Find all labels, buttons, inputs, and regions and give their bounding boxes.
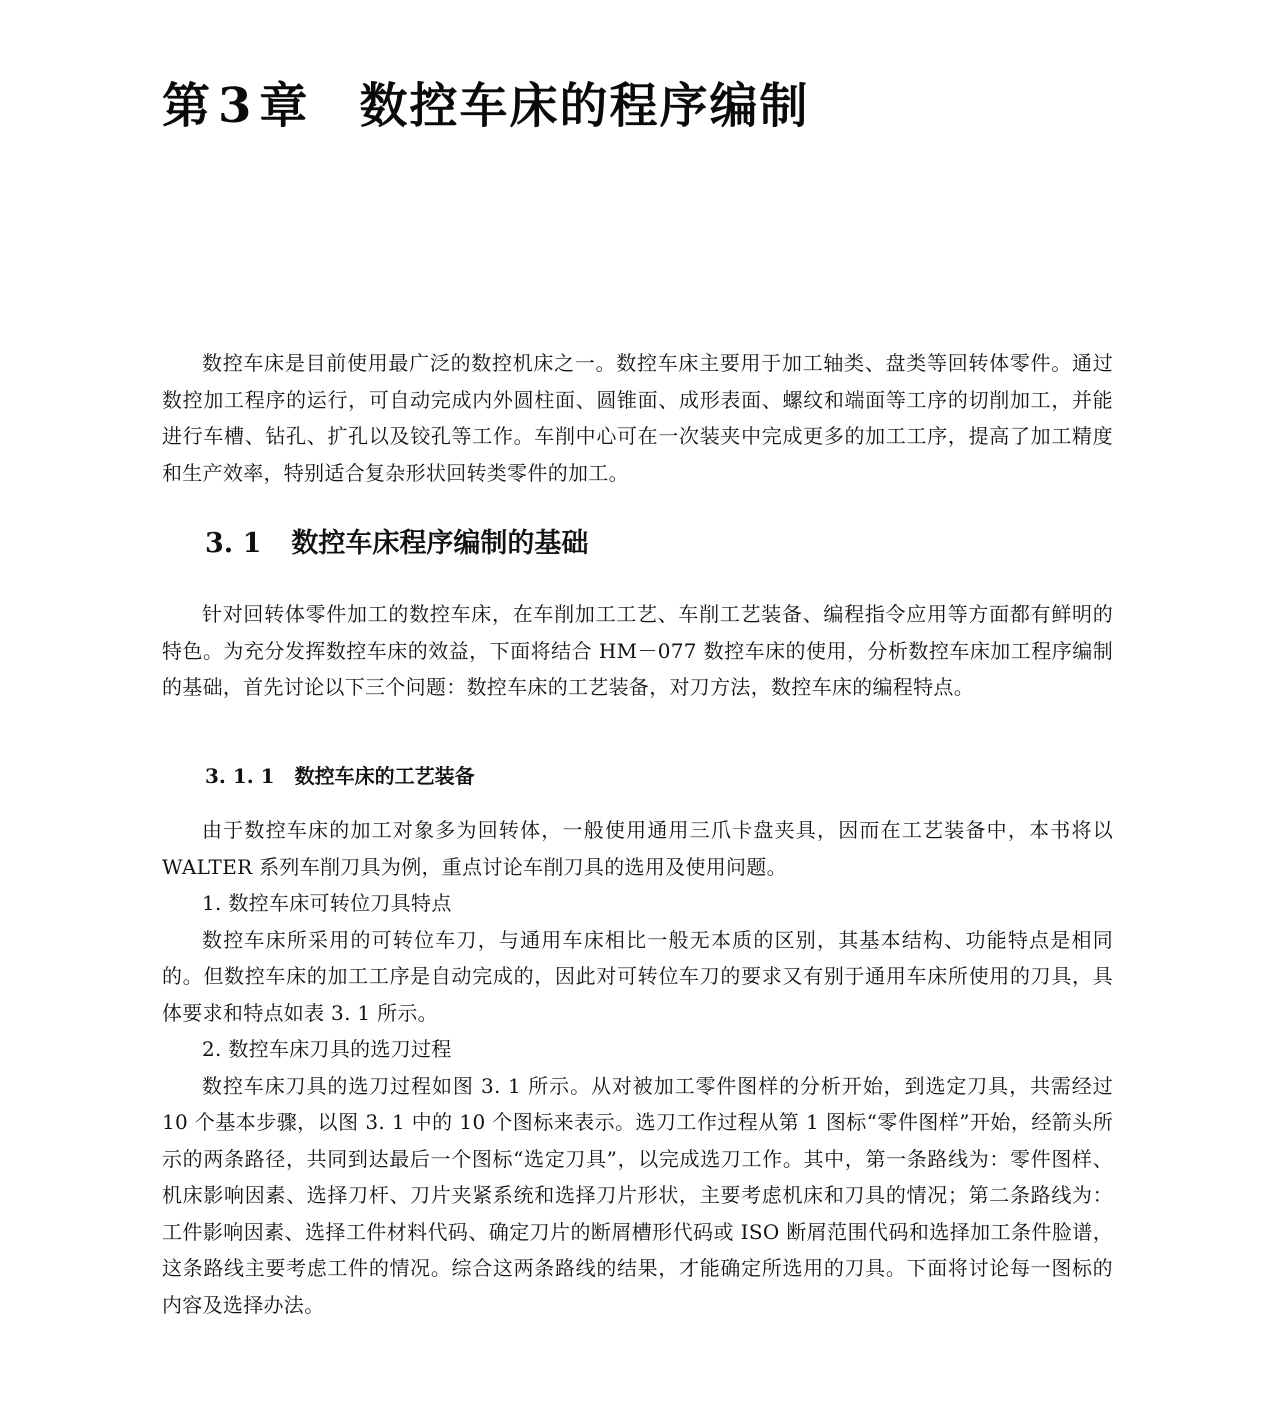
item1-heading: 1. 数控车床可转位刀具特点 bbox=[202, 891, 452, 915]
chapter-number: 3 bbox=[218, 78, 254, 134]
section-paragraph: 针对回转体零件加工的数控车床，在车削加工工艺、车削工艺装备、编程指令应用等方面都有鲜明的特色。为充分发挥数控车床的效益，下面将结合 HM－077 数控车床的使用，分析数控车床加工程序编制的基础，首先讨论以下三个问题：数控车床的工艺装备，对刀方法，数控车床的编程特点。 bbox=[162, 602, 1113, 699]
section-heading bbox=[205, 524, 588, 564]
item2-paragraph: 数控车床刀具的选刀过程如图 3. 1 所示。从对被加工零件图样的分析开始，到选定刀具，共需经过 10 个基本步骤，以图 3. 1 中的 10 个图标来表示。选刀工作过程从第 1 图标“零件图样”开始，经箭头所示的两条路径，共同到达最后一个图标“选定刀具”，以完成选刀工作。其中，第一条路线为：零件图样、机床影响因素、选择刀杆、刀片夹紧系统和选择刀片形状，主要考虑机床和刀具的情况；第二条路线为：工件影响因素、选择工件材料代码、确定刀片的断屑槽形代码或 ISO 断屑范围代码和选择加工条件脸谱，这条路线主要考虑工件的情况。综合这两条路线的结果，才能确定所选用的刀具。下面将讨论每一图标的内容及选择办法。 bbox=[162, 1073, 1113, 1317]
subsection-title: 数控车床的工艺装备 bbox=[294, 764, 475, 788]
subsection-block bbox=[162, 812, 1113, 1323]
section-title: 数控车床程序编制的基础 bbox=[291, 528, 589, 559]
intro-paragraph: 数控车床是目前使用最广泛的数控机床之一。数控车床主要用于加工轴类、盘类等回转体零件。通过数控加工程序的运行，可自动完成内外圆柱面、圆锥面、成形表面、螺纹和端面等工序的切削加工，并能进行车槽、钻孔、扩孔以及铰孔等工作。车削中心可在一次装夹中完成更多的加工工序，提高了加工精度和生产效率，特别适合复杂形状回转类零件的加工。 bbox=[162, 351, 1113, 485]
section-block bbox=[162, 596, 1113, 706]
subsection-number: 3. 1. 1 bbox=[205, 764, 275, 788]
chapter-title bbox=[162, 78, 809, 134]
section-number: 3. 1 bbox=[205, 528, 262, 559]
chapter-label-suffix: 章 bbox=[259, 78, 310, 134]
chapter-title-text: 数控车床的程序编制 bbox=[359, 78, 810, 134]
intro-block bbox=[162, 345, 1113, 491]
item1-paragraph: 数控车床所采用的可转位车刀，与通用车床相比一般无本质的区别，其基本结构、功能特点是相同的。但数控车床的加工工序是自动完成的，因此对可转位车刀的要求又有别于通用车床所使用的刀具，具体要求和特点如表 3. 1 所示。 bbox=[162, 927, 1113, 1025]
item2-heading: 2. 数控车床刀具的选刀过程 bbox=[202, 1037, 452, 1061]
chapter-label-prefix: 第 bbox=[162, 78, 213, 134]
subsection-heading bbox=[205, 760, 475, 792]
subsection-paragraph: 由于数控车床的加工对象多为回转体，一般使用通用三爪卡盘夹具，因而在工艺装备中，本书将以 WALTER 系列车削刀具为例，重点讨论车削刀具的选用及使用问题。 bbox=[162, 818, 1113, 879]
